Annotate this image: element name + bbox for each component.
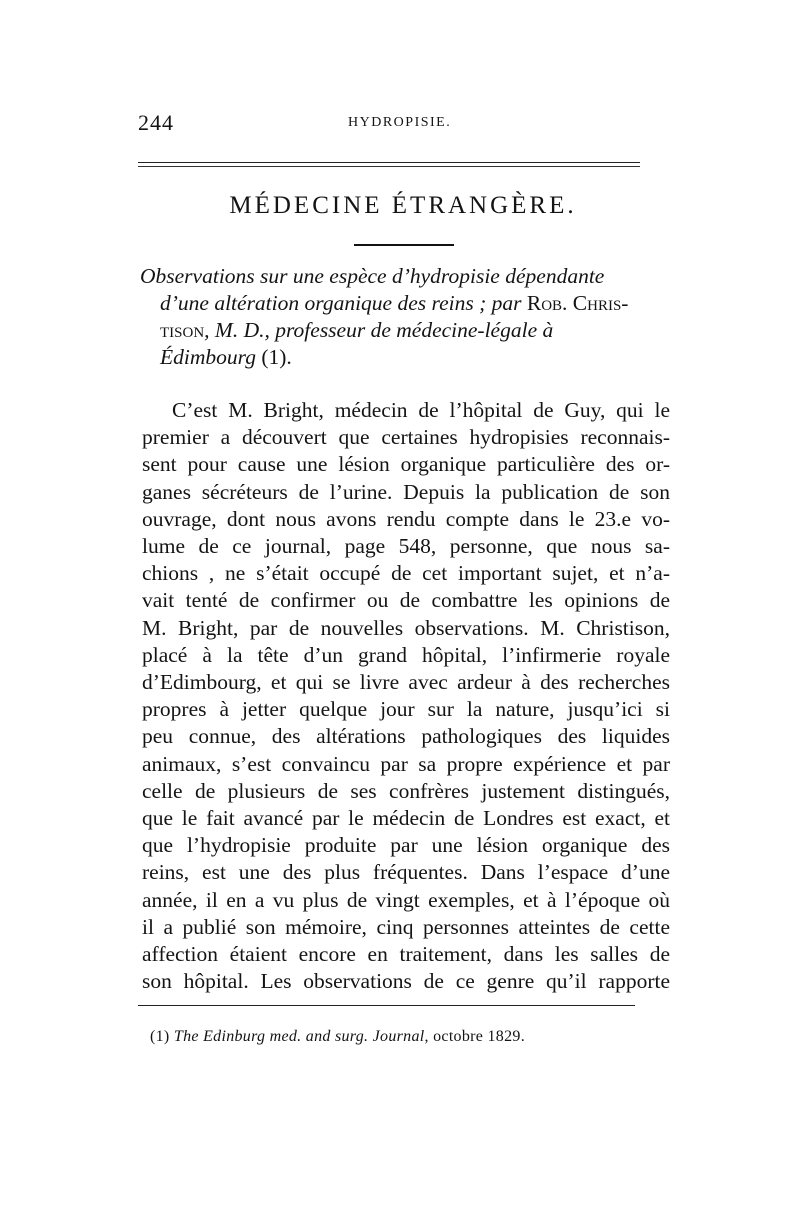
body-line: que l’hydropisie produite par une lésion organique des — [142, 833, 670, 858]
body-line: année, il en a vu plus de vingt exemples, et à l’époque où — [142, 887, 670, 912]
article-title-line — [140, 290, 672, 317]
page-number: 244 — [138, 110, 174, 135]
author-name-end: tison — [160, 318, 205, 342]
header-double-rule — [138, 162, 640, 167]
body-line: C’est M. Bright, médecin de l’hôpital de Guy, qui le — [172, 398, 670, 422]
section-title: MÉDECINE ÉTRANGÈRE. — [229, 192, 577, 219]
body-line: placé à la tête d’un grand hôpital, l’infirmerie royale — [142, 642, 670, 667]
footnote-date: , octobre 1829. — [424, 1028, 525, 1045]
running-head: HYDROPISIE. — [348, 115, 452, 130]
footnote-marker: (1) — [150, 1028, 170, 1045]
body-line: chions , ne s’était occupé de cet important sujet, et n’a- — [142, 561, 670, 586]
article-title-line: Observations sur une espèce d’hydropisie dépendante — [140, 264, 605, 288]
body-line: vait tenté de confirmer ou de combattre les opinions de — [142, 588, 670, 613]
body-line: peu connue, des altérations pathologiques des liquides — [142, 724, 670, 749]
footnote-journal: The Edinburg med. and surg. Journal — [173, 1028, 425, 1045]
body-line: lume de ce journal, page 548, personne, que nous sa- — [142, 534, 670, 559]
body-line: ganes sécréteurs de l’urine. Depuis la publication de son — [142, 479, 670, 504]
body-line: il a publié son mémoire, cinq personnes atteintes de cette — [142, 914, 670, 939]
body-line: animaux, s’est convaincu par sa propre expérience et par — [142, 751, 670, 776]
body-line: M. Bright, par de nouvelles observations. M. Christison, — [142, 615, 670, 640]
body-line: ouvrage, dont nous avons rendu compte dans le 23.e vo- — [142, 506, 670, 531]
footnote-rule — [138, 1005, 635, 1006]
body-line: premier a découvert que certaines hydropisies reconnais- — [142, 425, 670, 450]
body-line: son hôpital. Les observations de ce genre qu’il rapporte — [142, 969, 670, 994]
body-line: reins, est une des plus fréquentes. Dans l’espace d’une — [142, 860, 670, 885]
author-credentials: , M. D., professeur de médecine-légale à — [204, 318, 554, 342]
article-title — [140, 263, 672, 371]
article-title-text: d’une altération organique des reins ; par — [160, 291, 522, 315]
body-line: propres à jetter quelque jour sur la nature, jusqu’ici si — [142, 697, 670, 722]
author-name: Rob. Chris- — [526, 291, 629, 315]
author-city: Édimbourg — [160, 345, 256, 369]
page-header — [138, 110, 668, 134]
footnote — [150, 1028, 670, 1046]
body-line: celle de plusieurs de ses confrères justement distingués, — [142, 778, 670, 803]
footnote-ref: (1). — [261, 345, 292, 369]
article-title-line — [140, 317, 672, 344]
body-line: que le fait avancé par le médecin de Londres est exact, et — [142, 806, 670, 831]
body-paragraph — [142, 397, 670, 995]
body-line: affection étaient encore en traitement, dans les salles de — [142, 942, 670, 967]
body-line: d’Edimbourg, et qui se livre avec ardeur à des recherches — [142, 670, 670, 695]
body-line: sent pour cause une lésion organique particulière des or- — [142, 452, 670, 477]
article-title-line — [140, 344, 672, 371]
title-short-rule — [354, 244, 454, 246]
